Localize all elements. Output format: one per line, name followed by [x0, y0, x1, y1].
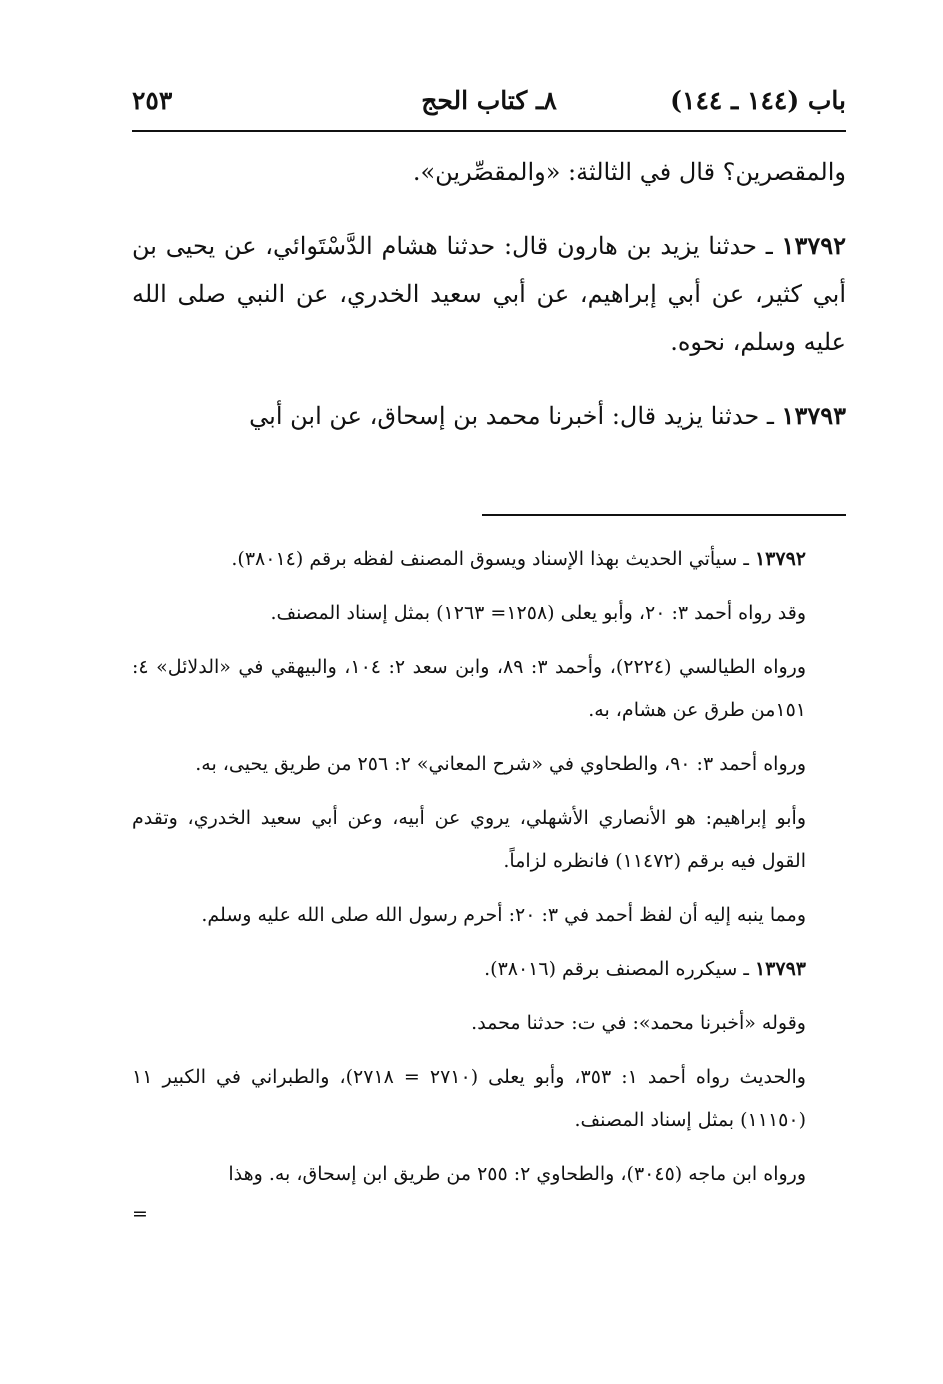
page-header [132, 80, 846, 132]
footnote-divider [482, 514, 846, 516]
footnote-number: ١٣٧٩٣ [754, 958, 806, 980]
hadith-number: ١٣٧٩٣ [781, 401, 846, 430]
footnote: وأبو إبراهيم: هو الأنصاري الأشهلي، يروي عن أبيه، وعن أبي سعيد الخدري، وتقدم القول فيه برقم (١١٤٧٢) فانظره لزاماً. [132, 807, 806, 872]
chapter-heading: باب (١٤٤ ـ ١٤٤) [670, 86, 846, 115]
footnote-text: ـ سيأتي الحديث بهذا الإسناد ويسوق المصنف لفظه برقم (٣٨٠١٤). [231, 548, 755, 570]
footnote [132, 538, 846, 581]
footnote: وقد رواه أحمد ٣: ٢٠، وأبو يعلى (١٢٥٨= ١٢٦٣) بمثل إسناد المصنف. [270, 602, 806, 624]
footnote: وقوله «أخبرنا محمد»: في ت: حدثنا محمد. [471, 1012, 806, 1034]
hadith-13793 [132, 392, 846, 440]
main-text [132, 148, 846, 466]
footnote: ومما ينبه إليه أن لفظ أحمد في ٣: ٢٠: أحرم رسول الله صلى الله عليه وسلم. [201, 904, 806, 926]
hadith-13792 [132, 222, 846, 366]
footnote: ورواه ابن ماجه (٣٠٤٥)، والطحاوي ٢: ٢٥٥ من طريق ابن إسحاق، به. وهذا [228, 1163, 806, 1185]
footnote-number: ١٣٧٩٢ [754, 548, 806, 570]
footnote: ورواه أحمد ٣: ٩٠، والطحاوي في «شرح المعاني» ٢: ٢٥٦ من طريق يحيى، به. [195, 753, 806, 775]
page-number: ٢٥٣ [132, 86, 173, 115]
hadith-number: ١٣٧٩٢ [781, 231, 846, 260]
book-title: ٨ـ كتاب الحج [421, 86, 557, 115]
footnotes [132, 538, 846, 1247]
footnote-continuation-mark: = [132, 1203, 148, 1225]
footnote-text: ـ سيكرره المصنف برقم (٣٨٠١٦). [484, 958, 755, 980]
hadith-text: ـ حدثنا يزيد قال: أخبرنا محمد بن إسحاق، عن ابن أبي [249, 402, 782, 430]
hadith-text: ـ حدثنا يزيد بن هارون قال: حدثنا هشام الدَّسْتَوائي، عن يحيى بن أبي كثير، عن أبي إبراهيم، عن أبي سعيد الخدري، عن النبي صلى الله عليه وسلم، نحوه. [132, 232, 846, 356]
footnote: والحديث رواه أحمد ١: ٣٥٣، وأبو يعلى (٢٧١٠ = ٢٧١٨)، والطبراني في الكبير ١١ (١١١٥٠) بمثل إسناد المصنف. [132, 1066, 806, 1131]
main-paragraph: والمقصرين؟ قال في الثالثة: «والمقصِّرين». [412, 158, 846, 186]
footnote: ورواه الطيالسي (٢٢٢٤)، وأحمد ٣: ٨٩، وابن سعد ٢: ١٠٤، والبيهقي في «الدلائل» ٤: ١٥١من طرق عن هشام، به. [132, 656, 807, 721]
footnote [132, 948, 846, 991]
